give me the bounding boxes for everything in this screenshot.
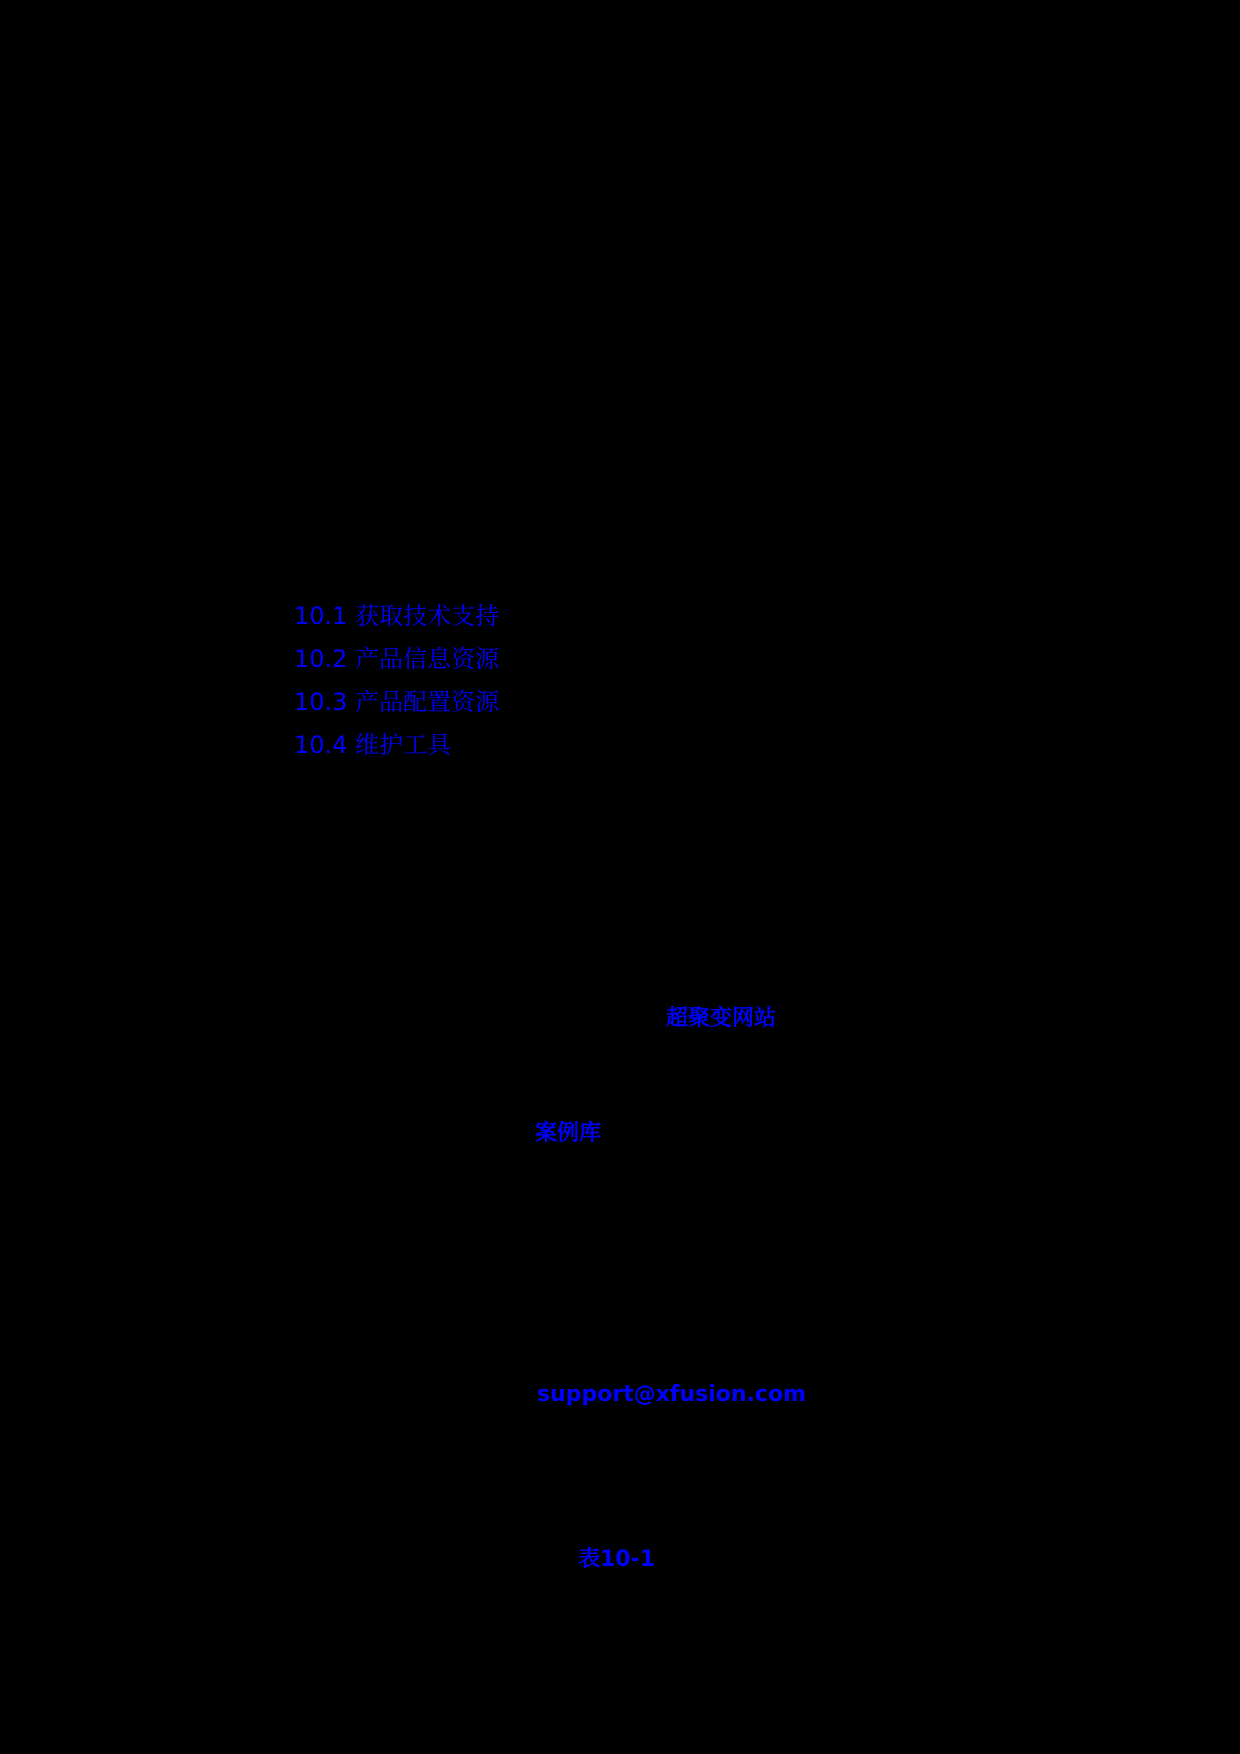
link-xfusion-website[interactable]: 超聚变网站 bbox=[666, 1006, 777, 1031]
link-case-library[interactable]: 案例库 bbox=[535, 1121, 602, 1146]
toc-link-10-1-get-technical-support[interactable]: 10.1 获取技术支持 bbox=[294, 602, 500, 630]
toc-link-10-4-maintenance-tools[interactable]: 10.4 维护工具 bbox=[294, 731, 452, 759]
toc-link-10-3-product-configuration-resources[interactable]: 10.3 产品配置资源 bbox=[294, 688, 500, 716]
toc-link-10-2-product-information-resources[interactable]: 10.2 产品信息资源 bbox=[294, 645, 500, 673]
link-support-email[interactable]: support@xfusion.com bbox=[537, 1382, 807, 1407]
link-table-10-1[interactable]: 表10-1 bbox=[578, 1547, 656, 1572]
